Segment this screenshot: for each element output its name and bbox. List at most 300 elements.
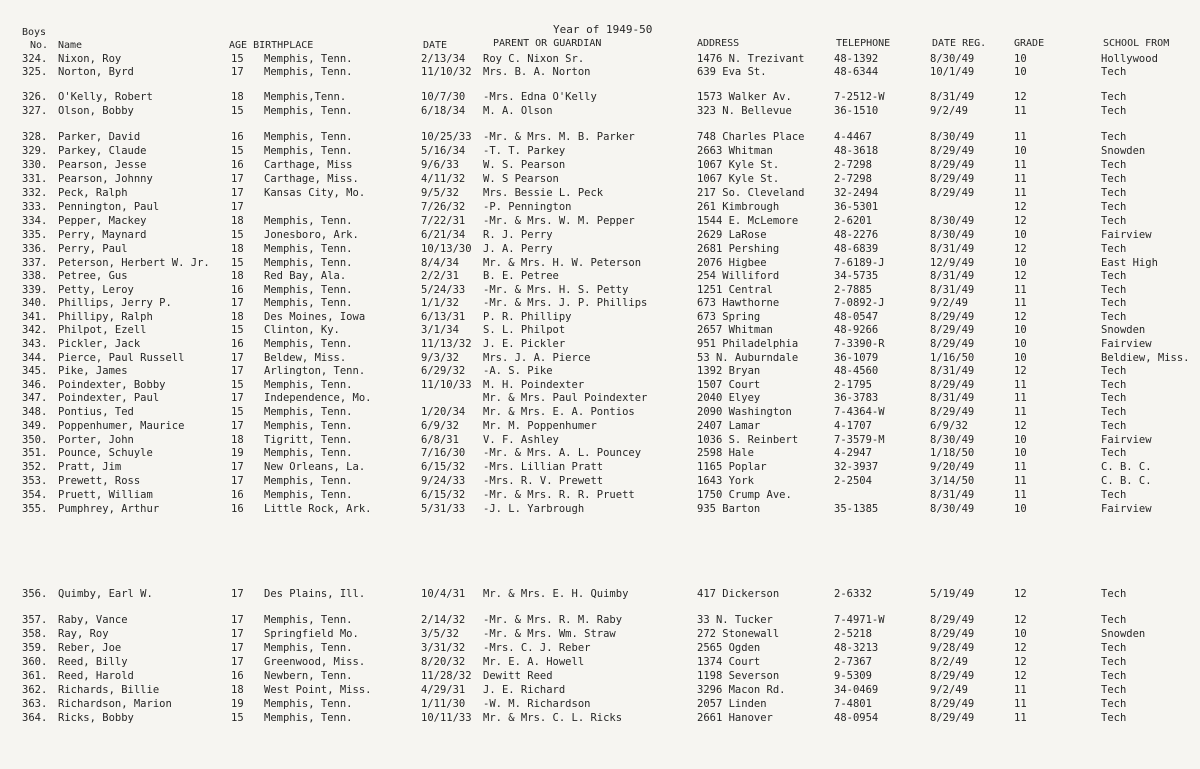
school-from: Tech bbox=[1101, 159, 1127, 171]
parent-guardian: -Mr. & Mrs. R. R. Pruett bbox=[483, 489, 635, 501]
date-registered: 9/2/49 bbox=[930, 684, 968, 696]
grade: 10 bbox=[1014, 352, 1027, 364]
address: 1507 Court bbox=[697, 379, 761, 391]
student-name: Petree, Gus bbox=[58, 270, 128, 282]
date-registered: 6/9/32 bbox=[930, 420, 968, 432]
birthplace: Des Plains, Ill. bbox=[264, 588, 366, 600]
student-name: Phillips, Jerry P. bbox=[58, 297, 172, 309]
age: 16 bbox=[231, 159, 244, 171]
grade: 11 bbox=[1014, 684, 1027, 696]
student-name: Pike, James bbox=[58, 365, 128, 377]
birthplace: Kansas City, Mo. bbox=[264, 187, 366, 199]
student-name: Phillipy, Ralph bbox=[58, 311, 153, 323]
student-name: Poppenhumer, Maurice bbox=[58, 420, 185, 432]
row-number: 346. bbox=[22, 379, 48, 391]
parent-guardian: -T. T. Parkey bbox=[483, 145, 566, 157]
school-from: Tech bbox=[1101, 684, 1127, 696]
date-registered: 8/31/49 bbox=[930, 284, 975, 296]
school-from: Tech bbox=[1101, 131, 1127, 143]
age: 17 bbox=[231, 365, 244, 377]
date-registered: 8/31/49 bbox=[930, 270, 975, 282]
address: 2090 Washington bbox=[697, 406, 792, 418]
student-name: Pruett, William bbox=[58, 489, 153, 501]
school-from: Tech bbox=[1101, 66, 1127, 78]
school-from: Tech bbox=[1101, 642, 1127, 654]
table-row bbox=[0, 215, 1200, 228]
grade: 11 bbox=[1014, 712, 1027, 724]
telephone: 48-3618 bbox=[834, 145, 879, 157]
birthplace: Memphis, Tenn. bbox=[264, 420, 353, 432]
address: 1544 E. McLemore bbox=[697, 215, 799, 227]
student-name: Peterson, Herbert W. Jr. bbox=[58, 257, 210, 269]
address: 1198 Severson bbox=[697, 670, 780, 682]
age: 15 bbox=[231, 105, 244, 117]
student-name: Petty, Leroy bbox=[58, 284, 134, 296]
birthplace: Memphis, Tenn. bbox=[264, 145, 353, 157]
parent-guardian: R. J. Perry bbox=[483, 229, 553, 241]
grade: 11 bbox=[1014, 173, 1027, 185]
school-from: Tech bbox=[1101, 420, 1127, 432]
student-name: Norton, Byrd bbox=[58, 66, 134, 78]
age: 17 bbox=[231, 392, 244, 404]
birthplace: Memphis, Tenn. bbox=[264, 338, 353, 350]
table-row bbox=[0, 53, 1200, 66]
birth-date: 6/15/32 bbox=[421, 489, 466, 501]
grade: 12 bbox=[1014, 642, 1027, 654]
table-row bbox=[0, 201, 1200, 214]
address: 2076 Higbee bbox=[697, 257, 767, 269]
address: 53 N. Auburndale bbox=[697, 352, 799, 364]
student-name: Parkey, Claude bbox=[58, 145, 147, 157]
birth-date: 3/5/32 bbox=[421, 628, 459, 640]
school-from: Tech bbox=[1101, 284, 1127, 296]
birth-date: 6/15/32 bbox=[421, 461, 466, 473]
row-number: 349. bbox=[22, 420, 48, 432]
row-number: 343. bbox=[22, 338, 48, 350]
grade: 11 bbox=[1014, 105, 1027, 117]
row-number: 337. bbox=[22, 257, 48, 269]
birth-date: 4/29/31 bbox=[421, 684, 466, 696]
table-row bbox=[0, 257, 1200, 270]
birth-date: 9/24/33 bbox=[421, 475, 466, 487]
telephone: 2-5218 bbox=[834, 628, 872, 640]
parent-guardian: Mr. & Mrs. C. L. Ricks bbox=[483, 712, 623, 724]
birth-date: 6/18/34 bbox=[421, 105, 466, 117]
birth-date: 10/11/33 bbox=[421, 712, 472, 724]
row-number: 327. bbox=[22, 105, 48, 117]
birthplace: Memphis, Tenn. bbox=[264, 447, 353, 459]
row-number: 360. bbox=[22, 656, 48, 668]
grade: 11 bbox=[1014, 406, 1027, 418]
table-row bbox=[0, 324, 1200, 337]
row-number: 348. bbox=[22, 406, 48, 418]
birthplace: Carthage, Miss. bbox=[264, 173, 359, 185]
student-name: Ricks, Bobby bbox=[58, 712, 134, 724]
birthplace: Greenwood, Miss. bbox=[264, 656, 366, 668]
school-from: East High bbox=[1101, 257, 1158, 269]
telephone: 2-6332 bbox=[834, 588, 872, 600]
student-name: Pounce, Schuyle bbox=[58, 447, 153, 459]
table-row bbox=[0, 712, 1200, 725]
birth-date: 1/11/30 bbox=[421, 698, 466, 710]
grade: 10 bbox=[1014, 503, 1027, 515]
grade: 10 bbox=[1014, 628, 1027, 640]
school-from: Snowden bbox=[1101, 324, 1146, 336]
address: 1251 Central bbox=[697, 284, 773, 296]
col-date: DATE bbox=[423, 40, 448, 51]
age: 18 bbox=[231, 91, 244, 103]
grade: 11 bbox=[1014, 392, 1027, 404]
age: 18 bbox=[231, 270, 244, 282]
address: 935 Barton bbox=[697, 503, 761, 515]
parent-guardian: Mr. E. A. Howell bbox=[483, 656, 585, 668]
address: 1165 Poplar bbox=[697, 461, 767, 473]
school-from: Fairview bbox=[1101, 229, 1152, 241]
date-registered: 8/30/49 bbox=[930, 53, 975, 65]
school-from: Fairview bbox=[1101, 503, 1152, 515]
birth-date: 2/2/31 bbox=[421, 270, 459, 282]
school-from: C. B. C. bbox=[1101, 461, 1152, 473]
age: 15 bbox=[231, 406, 244, 418]
birth-date: 5/31/33 bbox=[421, 503, 466, 515]
birth-date: 1/20/34 bbox=[421, 406, 466, 418]
date-registered: 12/9/49 bbox=[930, 257, 975, 269]
school-from: Tech bbox=[1101, 311, 1127, 323]
student-name: Richardson, Marion bbox=[58, 698, 172, 710]
row-number: 335. bbox=[22, 229, 48, 241]
col-address: ADDRESS bbox=[697, 38, 740, 49]
student-name: Pickler, Jack bbox=[58, 338, 141, 350]
school-from: Tech bbox=[1101, 392, 1127, 404]
row-number: 336. bbox=[22, 243, 48, 255]
birth-date: 4/11/32 bbox=[421, 173, 466, 185]
parent-guardian: -Mrs. R. V. Prewett bbox=[483, 475, 604, 487]
birthplace: Springfield Mo. bbox=[264, 628, 359, 640]
telephone: 2-7298 bbox=[834, 173, 872, 185]
telephone: 4-2947 bbox=[834, 447, 872, 459]
address: 673 Spring bbox=[697, 311, 761, 323]
age: 18 bbox=[231, 434, 244, 446]
parent-guardian: Mr. & Mrs. E. A. Pontios bbox=[483, 406, 635, 418]
address: 2661 Hanover bbox=[697, 712, 773, 724]
student-name: Perry, Paul bbox=[58, 243, 128, 255]
age: 18 bbox=[231, 215, 244, 227]
parent-guardian: -Mr. & Mrs. J. P. Phillips bbox=[483, 297, 648, 309]
telephone: 7-3390-R bbox=[834, 338, 885, 350]
table-row bbox=[0, 503, 1200, 516]
school-from: Tech bbox=[1101, 489, 1127, 501]
school-from: Tech bbox=[1101, 698, 1127, 710]
school-from: Tech bbox=[1101, 201, 1127, 213]
date-registered: 8/30/49 bbox=[930, 229, 975, 241]
grade: 10 bbox=[1014, 257, 1027, 269]
student-name: Pumphrey, Arthur bbox=[58, 503, 160, 515]
birth-date: 11/13/32 bbox=[421, 338, 472, 350]
date-registered: 8/31/49 bbox=[930, 91, 975, 103]
grade: 12 bbox=[1014, 201, 1027, 213]
telephone: 48-9266 bbox=[834, 324, 879, 336]
grade: 12 bbox=[1014, 311, 1027, 323]
school-from: Tech bbox=[1101, 588, 1127, 600]
date-registered: 8/29/49 bbox=[930, 145, 975, 157]
parent-guardian: -Mr. & Mrs. R. M. Raby bbox=[483, 614, 623, 626]
table-row bbox=[0, 434, 1200, 447]
school-from: Snowden bbox=[1101, 628, 1146, 640]
telephone: 36-5301 bbox=[834, 201, 879, 213]
parent-guardian: V. F. Ashley bbox=[483, 434, 559, 446]
table-row bbox=[0, 379, 1200, 392]
telephone: 48-3213 bbox=[834, 642, 879, 654]
date-registered: 8/31/49 bbox=[930, 392, 975, 404]
col-name: Name bbox=[58, 40, 83, 51]
row-number: 325. bbox=[22, 66, 48, 78]
parent-guardian: -Mrs. Lillian Pratt bbox=[483, 461, 604, 473]
parent-guardian: -J. L. Yarbrough bbox=[483, 503, 585, 515]
parent-guardian: S. L. Philpot bbox=[483, 324, 566, 336]
parent-guardian: -Mrs. Edna O'Kelly bbox=[483, 91, 597, 103]
age: 18 bbox=[231, 243, 244, 255]
row-number: 328. bbox=[22, 131, 48, 143]
address: 261 Kimbrough bbox=[697, 201, 780, 213]
student-name: Prewett, Ross bbox=[58, 475, 141, 487]
address: 254 Williford bbox=[697, 270, 780, 282]
age: 17 bbox=[231, 461, 244, 473]
age: 17 bbox=[231, 352, 244, 364]
row-number: 351. bbox=[22, 447, 48, 459]
col-parent: PARENT OR GUARDIAN bbox=[493, 38, 602, 49]
birthplace: Memphis, Tenn. bbox=[264, 66, 353, 78]
telephone: 7-4801 bbox=[834, 698, 872, 710]
table-row bbox=[0, 243, 1200, 256]
age: 17 bbox=[231, 656, 244, 668]
parent-guardian: P. R. Phillipy bbox=[483, 311, 572, 323]
parent-guardian: M. H. Poindexter bbox=[483, 379, 585, 391]
school-from: Tech bbox=[1101, 270, 1127, 282]
date-registered: 1/18/50 bbox=[930, 447, 975, 459]
birth-date: 7/22/31 bbox=[421, 215, 466, 227]
telephone: 7-0892-J bbox=[834, 297, 885, 309]
row-number: 329. bbox=[22, 145, 48, 157]
row-number: 340. bbox=[22, 297, 48, 309]
date-registered: 8/29/49 bbox=[930, 311, 975, 323]
row-number: 334. bbox=[22, 215, 48, 227]
birthplace: Jonesboro, Ark. bbox=[264, 229, 359, 241]
student-name: Perry, Maynard bbox=[58, 229, 147, 241]
telephone: 2-6201 bbox=[834, 215, 872, 227]
telephone: 34-5735 bbox=[834, 270, 879, 282]
birth-date: 6/8/31 bbox=[421, 434, 459, 446]
grade: 10 bbox=[1014, 53, 1027, 65]
birthplace: Memphis, Tenn. bbox=[264, 284, 353, 296]
grade: 12 bbox=[1014, 656, 1027, 668]
birthplace: Beldew, Miss. bbox=[264, 352, 347, 364]
birth-date: 6/29/32 bbox=[421, 365, 466, 377]
parent-guardian: -P. Pennington bbox=[483, 201, 572, 213]
grade: 10 bbox=[1014, 338, 1027, 350]
grade: 12 bbox=[1014, 215, 1027, 227]
parent-guardian: J. E. Richard bbox=[483, 684, 566, 696]
school-from: Tech bbox=[1101, 243, 1127, 255]
grade: 10 bbox=[1014, 66, 1027, 78]
date-registered: 8/31/49 bbox=[930, 489, 975, 501]
student-name: Pepper, Mackey bbox=[58, 215, 147, 227]
date-registered: 10/1/49 bbox=[930, 66, 975, 78]
telephone: 36-3783 bbox=[834, 392, 879, 404]
birth-date: 11/10/33 bbox=[421, 379, 472, 391]
parent-guardian: Mr. M. Poppenhumer bbox=[483, 420, 597, 432]
parent-guardian: Mr. & Mrs. E. H. Quimby bbox=[483, 588, 629, 600]
age: 15 bbox=[231, 145, 244, 157]
telephone: 34-0469 bbox=[834, 684, 879, 696]
date-registered: 8/29/49 bbox=[930, 712, 975, 724]
age: 18 bbox=[231, 684, 244, 696]
table-row bbox=[0, 311, 1200, 324]
date-registered: 9/2/49 bbox=[930, 297, 968, 309]
row-number: 358. bbox=[22, 628, 48, 640]
birthplace: Newbern, Tenn. bbox=[264, 670, 353, 682]
birthplace: Memphis, Tenn. bbox=[264, 53, 353, 65]
telephone: 32-3937 bbox=[834, 461, 879, 473]
boys-label: Boys bbox=[22, 27, 47, 38]
grade: 12 bbox=[1014, 614, 1027, 626]
age: 16 bbox=[231, 503, 244, 515]
address: 2598 Hale bbox=[697, 447, 754, 459]
table-row bbox=[0, 420, 1200, 433]
birthplace: Clinton, Ky. bbox=[264, 324, 340, 336]
parent-guardian: -Mrs. C. J. Reber bbox=[483, 642, 591, 654]
age: 15 bbox=[231, 379, 244, 391]
telephone: 7-4971-W bbox=[834, 614, 885, 626]
birthplace: Memphis,Tenn. bbox=[264, 91, 347, 103]
birthplace: Memphis, Tenn. bbox=[264, 642, 353, 654]
telephone: 48-4560 bbox=[834, 365, 879, 377]
address: 1036 S. Reinbert bbox=[697, 434, 799, 446]
student-name: Pratt, Jim bbox=[58, 461, 122, 473]
date-registered: 8/29/49 bbox=[930, 670, 975, 682]
row-number: 352. bbox=[22, 461, 48, 473]
grade: 12 bbox=[1014, 420, 1027, 432]
birthplace: New Orleans, La. bbox=[264, 461, 366, 473]
birth-date: 8/20/32 bbox=[421, 656, 466, 668]
table-row bbox=[0, 270, 1200, 283]
row-number: 350. bbox=[22, 434, 48, 446]
table-row bbox=[0, 159, 1200, 172]
school-from: Tech bbox=[1101, 670, 1127, 682]
table-row bbox=[0, 447, 1200, 460]
telephone: 2-7885 bbox=[834, 284, 872, 296]
student-name: Pearson, Jesse bbox=[58, 159, 147, 171]
grade: 11 bbox=[1014, 284, 1027, 296]
table-row bbox=[0, 670, 1200, 683]
col-telephone: TELEPHONE bbox=[836, 38, 891, 49]
row-number: 330. bbox=[22, 159, 48, 171]
age: 17 bbox=[231, 66, 244, 78]
grade: 11 bbox=[1014, 131, 1027, 143]
row-number: 344. bbox=[22, 352, 48, 364]
telephone: 2-7298 bbox=[834, 159, 872, 171]
student-name: Reed, Billy bbox=[58, 656, 128, 668]
grade: 12 bbox=[1014, 365, 1027, 377]
birthplace: Memphis, Tenn. bbox=[264, 257, 353, 269]
row-number: 331. bbox=[22, 173, 48, 185]
address: 2681 Pershing bbox=[697, 243, 780, 255]
row-number: 326. bbox=[22, 91, 48, 103]
birth-date: 10/25/33 bbox=[421, 131, 472, 143]
birthplace: West Point, Miss. bbox=[264, 684, 372, 696]
col-grade: GRADE bbox=[1014, 38, 1045, 49]
parent-guardian: -Mr. & Mrs. M. B. Parker bbox=[483, 131, 635, 143]
school-from: Tech bbox=[1101, 712, 1127, 724]
table-row bbox=[0, 297, 1200, 310]
birthplace: Des Moines, Iowa bbox=[264, 311, 366, 323]
student-name: Poindexter, Paul bbox=[58, 392, 160, 404]
student-name: Raby, Vance bbox=[58, 614, 128, 626]
date-registered: 1/16/50 bbox=[930, 352, 975, 364]
age: 17 bbox=[231, 201, 244, 213]
date-registered: 9/2/49 bbox=[930, 105, 968, 117]
telephone: 48-1392 bbox=[834, 53, 879, 65]
address: 639 Eva St. bbox=[697, 66, 767, 78]
date-registered: 9/20/49 bbox=[930, 461, 975, 473]
grade: 10 bbox=[1014, 229, 1027, 241]
address: 1573 Walker Av. bbox=[697, 91, 792, 103]
age: 17 bbox=[231, 297, 244, 309]
parent-guardian: -Mr. & Mrs. A. L. Pouncey bbox=[483, 447, 642, 459]
table-row bbox=[0, 475, 1200, 488]
row-number: 339. bbox=[22, 284, 48, 296]
age: 15 bbox=[231, 53, 244, 65]
grade: 12 bbox=[1014, 243, 1027, 255]
parent-guardian: -Mr. & Mrs. H. S. Petty bbox=[483, 284, 629, 296]
school-from: Tech bbox=[1101, 365, 1127, 377]
birth-date: 7/16/30 bbox=[421, 447, 466, 459]
telephone: 48-6839 bbox=[834, 243, 879, 255]
year-title: Year of 1949-50 bbox=[553, 23, 653, 36]
table-row bbox=[0, 628, 1200, 641]
school-from: Snowden bbox=[1101, 145, 1146, 157]
grade: 10 bbox=[1014, 324, 1027, 336]
telephone: 48-6344 bbox=[834, 66, 879, 78]
row-number: 356. bbox=[22, 588, 48, 600]
student-name: Peck, Ralph bbox=[58, 187, 128, 199]
student-name: Olson, Bobby bbox=[58, 105, 134, 117]
table-row bbox=[0, 229, 1200, 242]
birthplace: Memphis, Tenn. bbox=[264, 105, 353, 117]
birth-date: 5/16/34 bbox=[421, 145, 466, 157]
table-row bbox=[0, 105, 1200, 118]
student-name: Richards, Billie bbox=[58, 684, 160, 696]
school-from: Tech bbox=[1101, 91, 1127, 103]
address: 3296 Macon Rd. bbox=[697, 684, 786, 696]
birth-date: 10/7/30 bbox=[421, 91, 466, 103]
birth-date: 11/28/32 bbox=[421, 670, 472, 682]
telephone: 7-2512-W bbox=[834, 91, 885, 103]
telephone: 7-3579-M bbox=[834, 434, 885, 446]
student-name: Pierce, Paul Russell bbox=[58, 352, 185, 364]
birthplace: Red Bay, Ala. bbox=[264, 270, 347, 282]
age: 19 bbox=[231, 447, 244, 459]
age: 17 bbox=[231, 187, 244, 199]
table-row bbox=[0, 698, 1200, 711]
table-row bbox=[0, 145, 1200, 158]
address: 2663 Whitman bbox=[697, 145, 773, 157]
parent-guardian: -Mr. & Mrs. Wm. Straw bbox=[483, 628, 616, 640]
school-from: Tech bbox=[1101, 215, 1127, 227]
age: 17 bbox=[231, 475, 244, 487]
table-row bbox=[0, 588, 1200, 601]
parent-guardian: Mr. & Mrs. Paul Poindexter bbox=[483, 392, 648, 404]
table-row bbox=[0, 284, 1200, 297]
